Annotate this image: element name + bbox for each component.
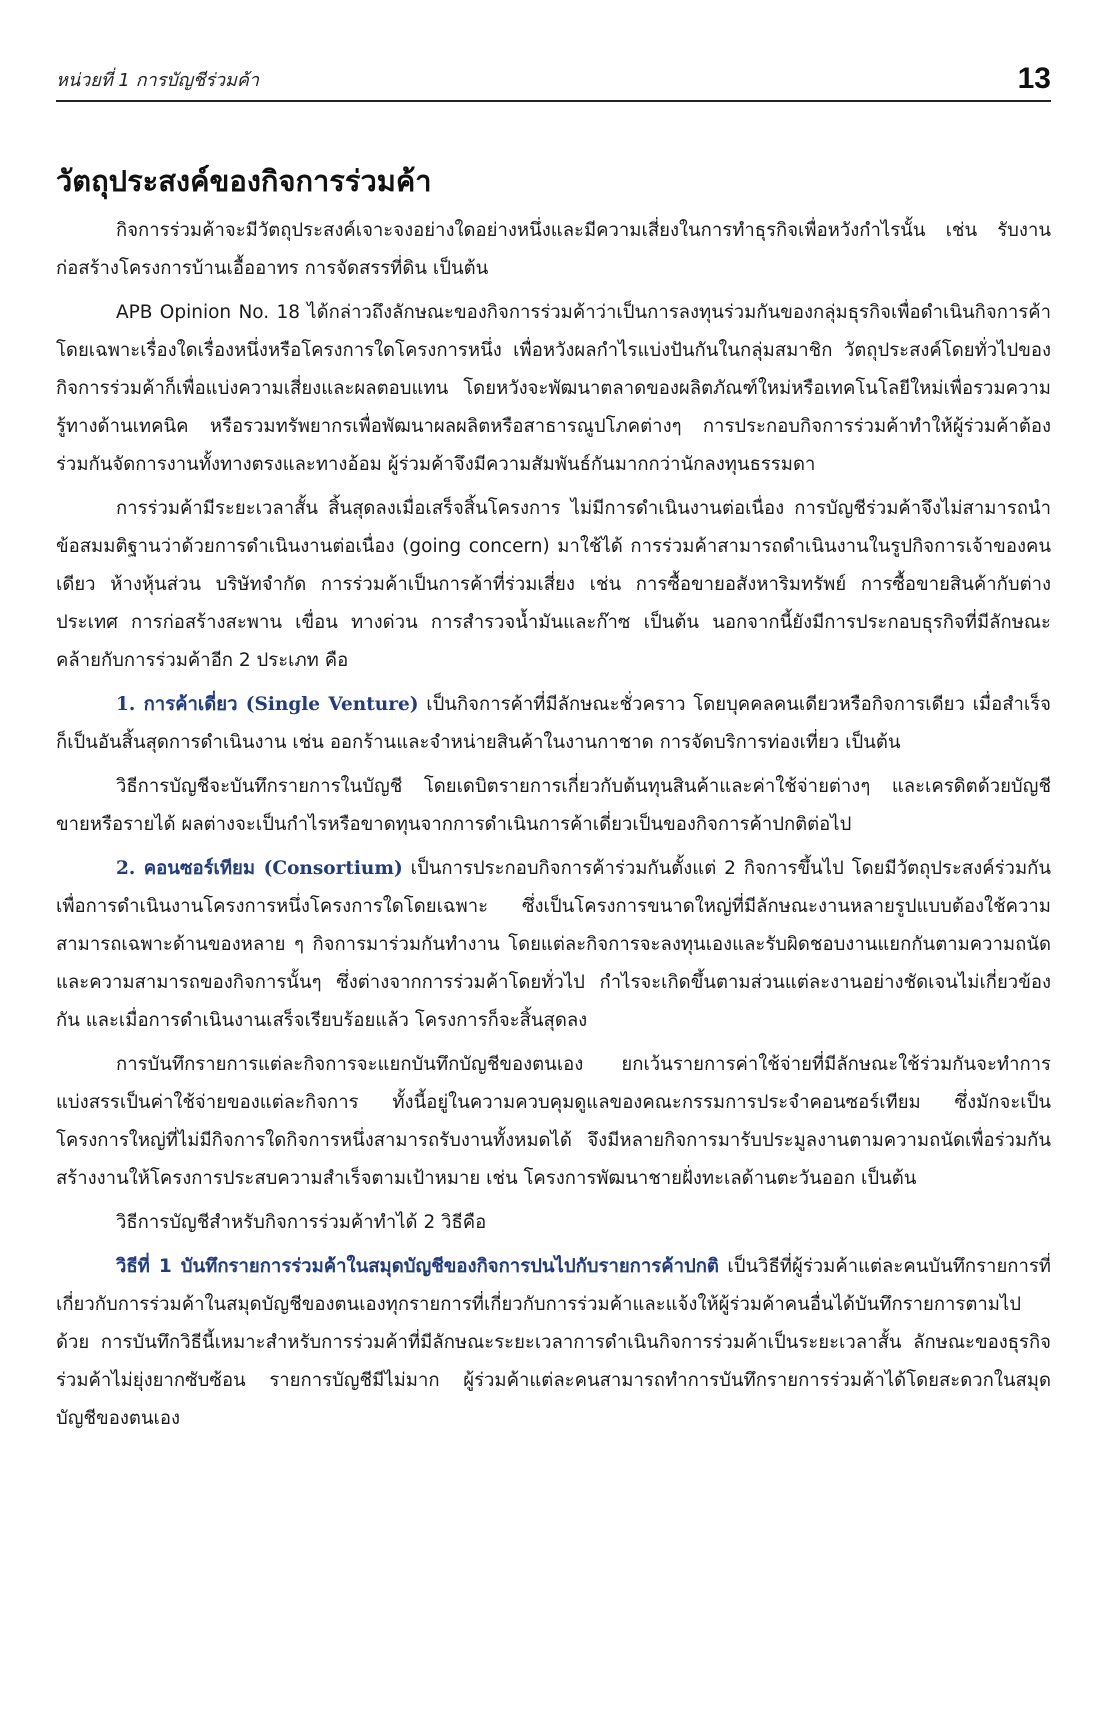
paragraph-method-1: วิธีที่ 1 บันทึกรายการร่วมค้าในสมุดบัญชีของกิจการปนไปกับรายการค้าปกติ เป็นวิธีที่ผู้ร่วมค้าแต่ละคนบันทึกรายการที่เกี่ยวกับการร่วมค้าในสมุดบัญชีของตนเองทุกรายการที่เกี่ยวกับการร่วมค้าและแจ้งให้ผู้ร่วมค้าคนอื่นได้บันทึกรายการตามไปด้วย การบันทึกวิธีนี้เหมาะสำหรับการร่วมค้าที่มีลักษณะระยะเวลาการดำเนินกิจการร่วมค้าเป็นระยะเวลาสั้น ลักษณะของธุรกิจร่วมค้าไม่ยุ่งยากซับซ้อน รายการบัญชีมีไม่มาก ผู้ร่วมค้าแต่ละคนสามารถทำการบันทึกรายการร่วมค้าได้โดยสะดวกในสมุดบัญชีของตนเอง <box>56 1256 1052 1429</box>
paragraph-3: การร่วมค้ามีระยะเวลาสั้น สิ้นสุดลงเมื่อเสร็จสิ้นโครงการ ไม่มีการดำเนินงานต่อเนื่อง การบัญชีร่วมค้าจึงไม่สามารถนำข้อสมมติฐานว่าด้วยการดำเนินงานต่อเนื่อง (going concern) มาใช้ได้ การร่วมค้าสามารถดำเนินงานในรูปกิจการเจ้าของคนเดียว ห้างหุ้นส่วน บริษัทจำกัด การร่วมค้าเป็นการค้าที่ร่วมเสี่ยง เช่น การซื้อขายอสังหาริมทรัพย์ การซื้อขายสินค้ากับต่างประเทศ การก่อสร้างสะพาน เขื่อน ทางด่วน การสำรวจน้ำมันและก๊าซ เป็นต้น นอกจากนี้ยังมีการประกอบธุรกิจที่มีลักษณะคล้ายกับการร่วมค้าอีก 2 ประเภท คือ <box>56 498 1051 671</box>
section-title: วัตถุประสงค์ของกิจการร่วมค้า <box>56 164 432 198</box>
paragraph-2: APB Opinion No. 18 ได้กล่าวถึงลักษณะของกิจการร่วมค้าว่าเป็นการลงทุนร่วมกันของกลุ่มธุรกิจเพื่อดำเนินกิจการค้าโดยเฉพาะเรื่องใดเรื่องหนึ่งหรือโครงการใดโครงการหนึ่ง เพื่อหวังผลกำไรแบ่งปันกันในกลุ่มสมาชิก วัตถุประสงค์โดยทั่วไปของกิจการร่วมค้าก็เพื่อแบ่งความเสี่ยงและผลตอบแทน โดยหวังจะพัฒนาตลาดของผลิตภัณฑ์ใหม่หรือเทคโนโลยีใหม่เพื่อรวมความรู้ทางด้านเทคนิค หรือรวมทรัพยากรเพื่อพัฒนาผลผลิตหรือสาธารณูปโภคต่างๆ การประกอบกิจการร่วมค้าทำให้ผู้ร่วมค้าต้องร่วมกันจัดการงานทั้งทางตรงและทางอ้อม ผู้ร่วมค้าจึงมีความสัมพันธ์กันมากกว่านักลงทุนธรรมดา <box>56 302 1051 475</box>
paragraph-5: วิธีการบัญชีจะบันทึกรายการในบัญชี โดยเดบิตรายการเกี่ยวกับต้นทุนสินค้าและค่าใช้จ่ายต่างๆ และเครดิตด้วยบัญชีขายหรือรายได้ ผลต่างจะเป็นกำไรหรือขาดทุนจากการดำเนินการค้าเดี่ยวเป็นของกิจการค้าปกติต่อไป <box>56 776 1051 835</box>
paragraph-8: วิธีการบัญชีสำหรับกิจการร่วมค้าทำได้ 2 วิธีคือ <box>116 1212 487 1233</box>
page-number: 13 <box>1017 62 1051 95</box>
paragraph-7: การบันทึกรายการแต่ละกิจการจะแยกบันทึกบัญชีของตนเอง ยกเว้นรายการค่าใช้จ่ายที่มีลักษณะใช้ร่วมกันจะทำการแบ่งสรรเป็นค่าใช้จ่ายของแต่ละกิจการ ทั้งนี้อยู่ในความควบคุมดูแลของคณะกรรมการประจำคอนซอร์เทียม ซึ่งมักจะเป็นโครงการใหญ่ที่ไม่มีกิจการใดกิจการหนึ่งสามารถรับงานทั้งหมดได้ จึงมีหลายกิจการมารับประมูลงานตามความถนัดเพื่อร่วมกันสร้างงานให้โครงการประสบความสำเร็จตามเป้าหมาย เช่น โครงการพัฒนาชายฝั่งทะเลด้านตะวันออก เป็นต้น <box>56 1054 1051 1189</box>
paragraph-consortium: 2. คอนซอร์เทียม (Consortium) เป็นการประกอบกิจการค้าร่วมกันตั้งแต่ 2 กิจการขึ้นไป โดยมีวัตถุประสงค์ร่วมกันเพื่อการดำเนินงานโครงการหนึ่งโครงการใดโดยเฉพาะ ซึ่งเป็นโครงการขนาดใหญ่ที่มีลักษณะงานหลายรูปแบบต้องใช้ความสามารถเฉพาะด้านของหลาย ๆ กิจการมาร่วมกันทำงาน โดยแต่ละกิจการจะลงทุนเองและรับผิดชอบงานแยกกันตามความถนัดและความสามารถของกิจการนั้นๆ ซึ่งต่างจากการร่วมค้าโดยทั่วไป กำไรจะเกิดขึ้นตามส่วนแต่ละงานอย่างชัดเจนไม่เกี่ยวข้องกัน และเมื่อการดำเนินงานเสร็จเรียบร้อยแล้ว โครงการก็จะสิ้นสุดลง <box>56 858 1051 1031</box>
document-page <box>56 50 1051 1444</box>
chapter-title: หน่วยที่ 1 การบัญชีร่วมค้า <box>56 70 260 91</box>
page-header <box>56 50 1051 102</box>
paragraph-single-venture: 1. การค้าเดี่ยว (Single Venture) เป็นกิจการค้าที่มีลักษณะชั่วคราว โดยบุคคลคนเดียวหรือกิจการเดียว เมื่อสำเร็จก็เป็นอันสิ้นสุดการดำเนินงาน เช่น ออกร้านและจำหน่ายสินค้าในงานกาชาด การจัดบริการท่องเที่ยว เป็นต้น <box>56 694 1051 753</box>
consortium-heading: 2. คอนซอร์เทียม (Consortium) <box>116 858 403 879</box>
single-venture-heading: 1. การค้าเดี่ยว (Single Venture) <box>116 694 419 715</box>
method-1-heading: วิธีที่ 1 บันทึกรายการร่วมค้าในสมุดบัญชีของกิจการปนไปกับรายการค้าปกติ <box>116 1256 719 1277</box>
paragraph-1: กิจการร่วมค้าจะมีวัตถุประสงค์เจาะจงอย่างใดอย่างหนึ่งและมีความเสี่ยงในการทำธุรกิจเพื่อหวังกำไรนั้น เช่น รับงานก่อสร้างโครงการบ้านเอื้ออาทร การจัดสรรที่ดิน เป็นต้น <box>56 220 1051 279</box>
